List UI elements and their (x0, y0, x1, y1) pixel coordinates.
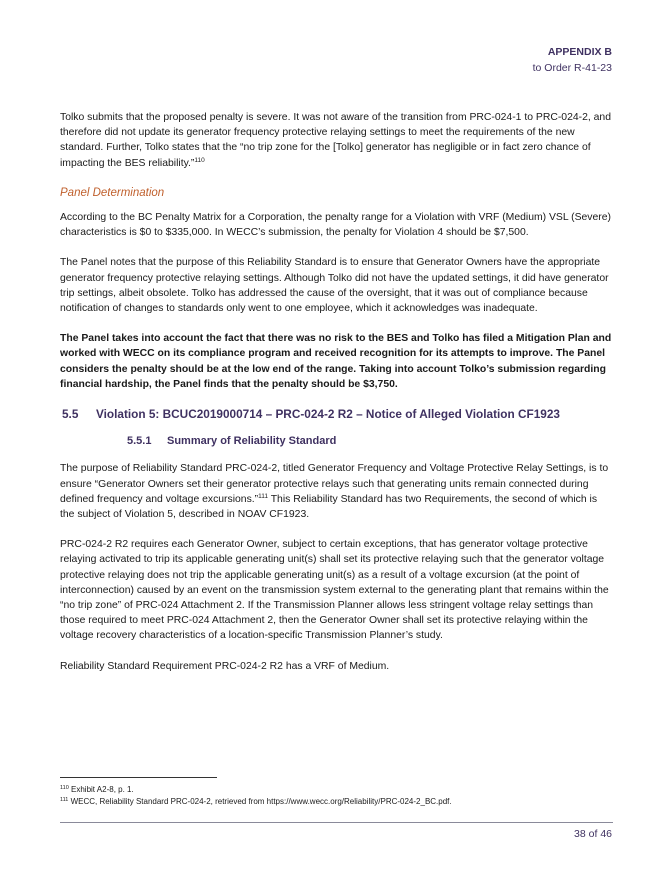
paragraph-r2-requirement: PRC-024-2 R2 requires each Generator Owner, subject to certain exceptions, that has generator voltage protective relaying activated to trip its applicable generating unit(s) shall set its protective relaying such that the generator voltage protective relaying does not trip the applicable generating unit(s) as a result of a voltage excursion (at the point of interconnection) caused by an event on the transmission system external to the generating plant that remains within the “no trip zone” of PRC-024 Attachment 2. If the Transmission Planner allows less stringent voltage relay settings than those required to meet PRC-024 Attachment 2, then the Generator Owner shall set its protective relaying within the voltage recovery characteristics of a location-specific Transmission Planner’s study. (60, 539, 609, 642)
subsection-number: 5.5.1 (127, 435, 152, 448)
footnote-ref-111[interactable]: 111 (258, 492, 269, 500)
paragraph-text-b: This Reliability Standard has two Requirements, the second of which is the subject of Violation 5, described in NOAV CF1923. (60, 493, 598, 521)
section-number: 5.5 (62, 407, 79, 422)
footnote-110 (60, 784, 452, 796)
footnote-number: 111 (60, 797, 69, 803)
paragraph-vrf: Reliability Standard Requirement PRC-024-2 R2 has a VRF of Medium. (60, 660, 390, 672)
paragraph-panel-finding: The Panel takes into account the fact that there was no risk to the BES and Tolko has filed a Mitigation Plan and worked with WECC on its compliance program and received recognition for its attempts to improve. The Panel considers the penalty should be at the low end of the range. Taking into account Tolko’s submission regarding financial hardship, the Panel finds that the penalty should be $3,750. (60, 333, 612, 390)
subsection-title: Summary of Reliability Standard (167, 435, 337, 448)
footnote-number: 110 (60, 785, 69, 791)
footnote-text: Exhibit A2-8, p. 1. (68, 785, 134, 794)
paragraph-standard-purpose (60, 461, 614, 522)
document-body (60, 110, 614, 689)
footnote-text[interactable]: WECC, Reliability Standard PRC-024-2, retrieved from https://www.wecc.org/Reliability/PRC-024-2_BC.pdf. (68, 797, 452, 806)
footnotes (60, 784, 452, 808)
section-heading-5-5 (60, 407, 614, 422)
paragraph-text-a: The purpose of Reliability Standard PRC-024-2, titled Generator Frequency and Voltage Protective Relay Settings, is to ensure “Generator Owners set their generator protective relays such that generating units remain connected during defined frequency and voltage excursions.” (60, 463, 609, 505)
footnote-ref-110[interactable]: 110 (194, 156, 205, 164)
section-heading-5-5-1 (60, 434, 614, 449)
appendix-label: APPENDIX B (547, 46, 612, 58)
footnote-111 (60, 796, 452, 808)
page-number: 38 of 46 (574, 828, 612, 840)
page-header (533, 44, 612, 76)
paragraph-tolko-submission (60, 110, 614, 171)
paragraph-penalty-matrix: According to the BC Penalty Matrix for a Corporation, the penalty range for a Violation with VRF (Medium) VSL (Severe) characteristics is $0 to $335,000. In WECC’s submission, the penalty for Violation 4 should be $7,500. (60, 212, 611, 239)
order-reference: to Order R-41-23 (532, 62, 612, 74)
section-title: Violation 5: BCUC2019000714 – PRC-024-2 R2 – Notice of Alleged Violation CF1923 (96, 407, 560, 422)
footnote-separator (60, 777, 217, 778)
paragraph-panel-notes: The Panel notes that the purpose of this Reliability Standard is to ensure that Generator Owners have the appropriate generator frequency protective relaying settings. Although Tolko did not have the updated settings, it did have generator trip settings, albeit obsolete. Tolko has addressed the cause of the oversight, that it was out of compliance because notification of changes to standards only went to one employee, which it acknowledges was inadequate. (60, 257, 609, 315)
panel-determination-heading: Panel Determination (60, 186, 165, 199)
footer-separator (60, 822, 613, 823)
paragraph-text: Tolko submits that the proposed penalty is severe. It was not aware of the transition from PRC-024-1 to PRC-024-2, and therefore did not update its generator frequency protective relaying settings to meet the requirements of the new standard. Further, Tolko states that the “no trip zone for the [Tolko] generator has negligible or in fact zero chance of impacting the BES reliability.” (60, 112, 611, 169)
